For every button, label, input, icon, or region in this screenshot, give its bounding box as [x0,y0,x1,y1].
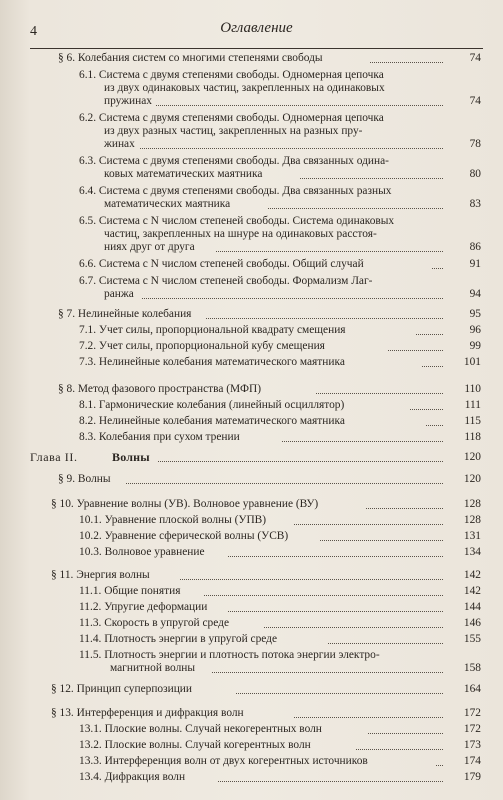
toc-entry-page: 110 [464,383,481,395]
page-header [30,14,483,49]
toc-entry-title: 7.1. Учет силы, пропорциональной квадрату смещения [79,324,346,336]
toc-entry-title: 10.2. Уравнение сферической волны (УСВ) [79,530,289,542]
toc-entry-page: 80 [469,168,481,180]
toc-entry-page: 95 [469,308,481,320]
leader-dots [370,62,443,63]
toc-entry-title: § 11. Энергия волны [51,569,150,581]
leader-dots [436,765,443,766]
leader-dots [366,508,443,509]
toc-entry-title: 13.1. Плоские волны. Случай некогерентных волн [79,723,322,735]
toc-entry-title: 11.2. Упругие деформации [79,601,208,613]
toc-entry-title: 6.7. Система с N числом степеней свободы. Формализм Лаг- [79,275,373,287]
toc-entry-page: 99 [469,340,481,352]
leader-dots [156,105,443,106]
toc-entry-page: 83 [469,198,481,210]
toc-entry-title-cont: магнитной волны [110,662,196,674]
toc-entry-page: 142 [463,569,481,581]
leader-dots [328,643,443,644]
toc-entry-title-cont: из двух одинаковых частиц, закрепленных на одинаковых [104,82,385,94]
toc-entry-page: 144 [463,601,481,613]
toc-entry-page: 101 [463,356,481,368]
toc-entry-page: 146 [463,617,481,629]
toc-entry-page: 172 [463,723,481,735]
toc-entry-page: 115 [464,415,481,427]
leader-dots [426,425,443,426]
leader-dots [388,350,443,351]
leader-dots [126,483,443,484]
leader-dots [320,540,443,541]
leader-dots [300,178,443,179]
toc-entry-title: 11.1. Общие понятия [79,585,181,597]
leader-dots [236,693,443,694]
toc-entry-title: § 10. Уравнение волны (УВ). Волновое уравнение (ВУ) [51,498,319,510]
toc-entry-title: 8.3. Колебания при сухом трении [79,431,240,443]
leader-dots [206,318,443,319]
leader-dots [416,334,443,335]
toc-entry-page: 96 [469,324,481,336]
toc-entry-page: 131 [463,530,481,542]
leader-dots [422,366,443,367]
toc-entry-page: 86 [469,241,481,253]
toc-entry-page: 120 [463,451,481,463]
toc-entry-title-cont: частиц, закрепленных на шнуре на одинаковых расстоя- [104,228,377,240]
toc-entry-page: 78 [469,138,481,150]
toc-entry-page: 128 [463,514,481,526]
toc-entry-title: 6.1. Система с двумя степенями свободы. Одномерная цепочка [79,69,384,81]
toc-entry-title: 11.4. Плотность энергии в упругой среде [79,633,278,645]
toc-entry-page: 164 [463,683,481,695]
toc-entry-title: 7.3. Нелинейные колебания математического маятника [79,356,345,368]
toc-entry-page: 74 [469,52,481,64]
toc-entry-page: 179 [463,771,481,783]
toc-entry-title: 6.2. Система с двумя степенями свободы. Одномерная цепочка [79,112,384,124]
toc-entry-page: 155 [463,633,481,645]
leader-dots [268,208,443,209]
toc-entry-title-cont: ниях друг от друга [104,241,195,253]
leader-dots [264,627,443,628]
toc-entry-page: 134 [463,546,481,558]
toc-entry-page: 120 [463,473,481,485]
leader-dots [432,268,443,269]
running-title: Оглавление [220,20,293,36]
toc-entry-title: 13.2. Плоские волны. Случай когерентных волн [79,739,311,751]
leader-dots [316,393,443,394]
toc-entry-title-cont: ковых математических маятника [104,168,263,180]
leader-dots [142,298,443,299]
toc-entry-page: 172 [463,707,481,719]
toc-entry-page: 158 [463,662,481,674]
chapter-number: Глава II. [30,450,78,464]
toc-entry-title: § 12. Принцип суперпозиции [51,683,192,695]
toc-entry-page: 74 [469,95,481,107]
toc-entry-title: § 9. Волны [58,473,111,485]
toc-entry-title: § 13. Интерференция и дифракция волн [51,707,244,719]
leader-dots [228,556,443,557]
toc-entry-title-cont: жинах [104,138,135,150]
toc-entry-title: 7.2. Учет силы, пропорциональной кубу смещения [79,340,325,352]
toc-entry-page: 142 [463,585,481,597]
toc-entry-title-cont: математических маятника [104,198,231,210]
toc-entry-page: 173 [463,739,481,751]
leader-dots [228,611,443,612]
toc-entry-title: 13.4. Дифракция волн [79,771,186,783]
toc-entry-title: 10.1. Уравнение плоской волны (УПВ) [79,514,267,526]
page-number: 4 [30,24,37,39]
leader-dots [158,461,443,462]
toc-entry-title-cont: ранжа [104,288,134,300]
leader-dots [204,595,443,596]
leader-dots [180,579,443,580]
leader-dots [410,409,443,410]
toc-entry-title: 6.4. Система с двумя степенями свободы. Два связанных разных [79,185,392,197]
toc-entry-title: § 7. Нелинейные колебания [58,308,192,320]
leader-dots [212,672,443,673]
leader-dots [140,148,443,149]
toc-entry-title: 8.1. Гармонические колебания (линейный осциллятор) [79,399,345,411]
toc-entry-title: § 6. Колебания систем со многими степенями свободы [58,52,323,64]
toc-entry-title: § 8. Метод фазового пространства (МФП) [58,383,262,395]
toc-entry-page: 111 [464,399,481,411]
toc-entry-title: 11.3. Скорость в упругой среде [79,617,229,629]
toc-entry-page: 91 [469,258,481,270]
toc-entry-title: 8.2. Нелинейные колебания математического маятника [79,415,345,427]
toc-entry-page: 118 [464,431,481,443]
toc-entry-title-cont: из двух разных частиц, закрепленных на разных пру- [104,125,363,137]
leader-dots [216,251,443,252]
leader-dots [218,781,443,782]
leader-dots [294,717,443,718]
toc-entry-title: 6.6. Система с N числом степеней свободы. Общий случай [79,258,364,270]
toc-entry-title: 11.5. Плотность энергии и плотность потока энергии электро- [79,649,380,661]
leader-dots [368,733,443,734]
toc-entry-page: 128 [463,498,481,510]
toc-entry-title: 10.3. Волновое уравнение [79,546,205,558]
toc-entry-title-cont: пружинах [104,95,152,107]
toc-entry-page: 174 [463,755,481,767]
toc-entry-title: 13.3. Интерференция волн от двух когерентных источников [79,755,368,767]
toc-entry-title: 6.5. Система с N числом степеней свободы. Система одинаковых [79,215,395,227]
leader-dots [294,524,443,525]
leader-dots [356,749,443,750]
chapter-title: Волны [112,450,150,464]
leader-dots [282,441,443,442]
toc-entry-title: 6.3. Система с двумя степенями свободы. Два связанных одина- [79,155,389,167]
toc-entry-page: 94 [469,288,481,300]
